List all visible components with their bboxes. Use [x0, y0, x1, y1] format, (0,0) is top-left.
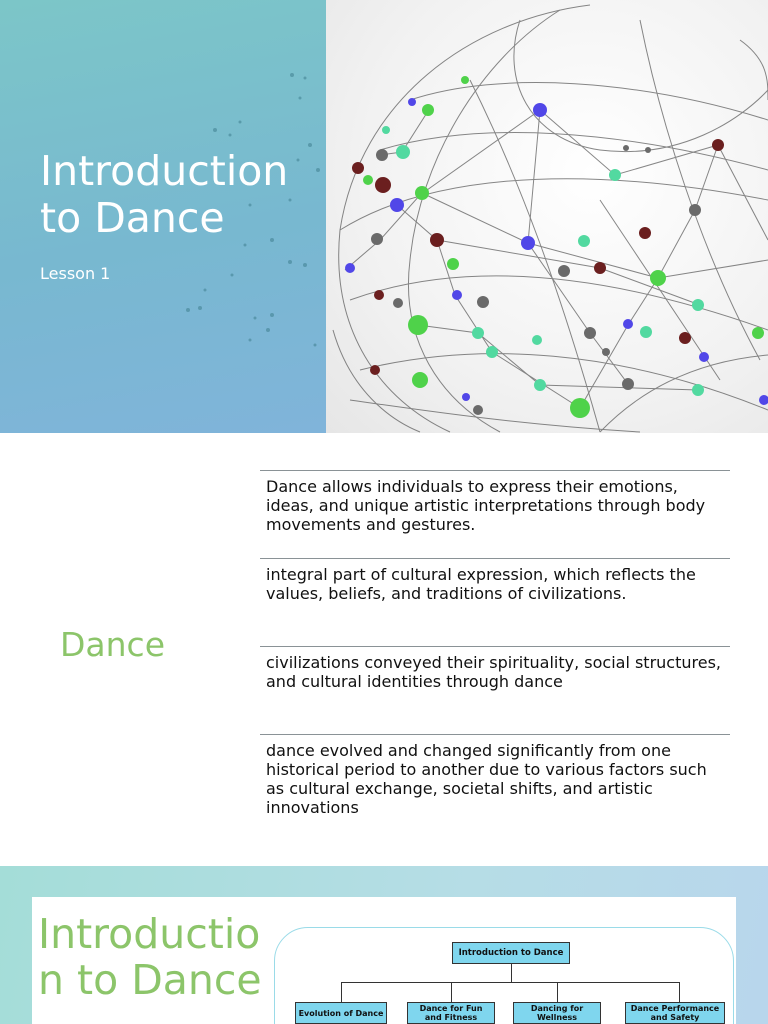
- overview-slide: [0, 866, 768, 1024]
- network-globe-graphic: [326, 0, 768, 433]
- network-globe-image: [326, 0, 768, 433]
- overview-card: [32, 897, 736, 1024]
- diagram-connector: [451, 982, 452, 1002]
- overview-title: Introduction to Dance: [38, 910, 262, 1004]
- diagram-frame: [274, 927, 734, 1024]
- diagram-root-box: Introduction to Dance: [452, 942, 570, 964]
- diagram-connector: [679, 982, 680, 1002]
- diagram-child-box: Dancing for Wellness: [513, 1002, 601, 1024]
- list-item: dance evolved and changed significantly from one historical period to another due to various factors such as cultural exchange, societal shifts, and artistic innovations: [260, 734, 730, 822]
- dance-points-list: [260, 470, 730, 822]
- slide-subtitle: Lesson 1: [40, 264, 111, 283]
- dance-heading: Dance: [60, 625, 165, 664]
- list-item: integral part of cultural expression, which reflects the values, beliefs, and traditions of civilizations.: [260, 558, 730, 646]
- diagram-connector: [341, 982, 342, 1002]
- slide-title: Introduction to Dance: [40, 147, 289, 242]
- title-panel: [0, 0, 326, 433]
- diagram-connector: [341, 982, 679, 983]
- diagram-child-box: Dance Performance and Safety: [625, 1002, 725, 1024]
- diagram-connector: [557, 982, 558, 1002]
- title-slide: [0, 0, 768, 433]
- list-item: Dance allows individuals to express their emotions, ideas, and unique artistic interpretations through body movements and gestures.: [260, 470, 730, 558]
- list-item: civilizations conveyed their spirituality, social structures, and cultural identities through dance: [260, 646, 730, 734]
- diagram-child-box: Evolution of Dance: [295, 1002, 387, 1024]
- diagram-child-box: Dance for Fun and Fitness: [407, 1002, 495, 1024]
- diagram-connector: [511, 964, 512, 982]
- dance-slide: [0, 433, 768, 866]
